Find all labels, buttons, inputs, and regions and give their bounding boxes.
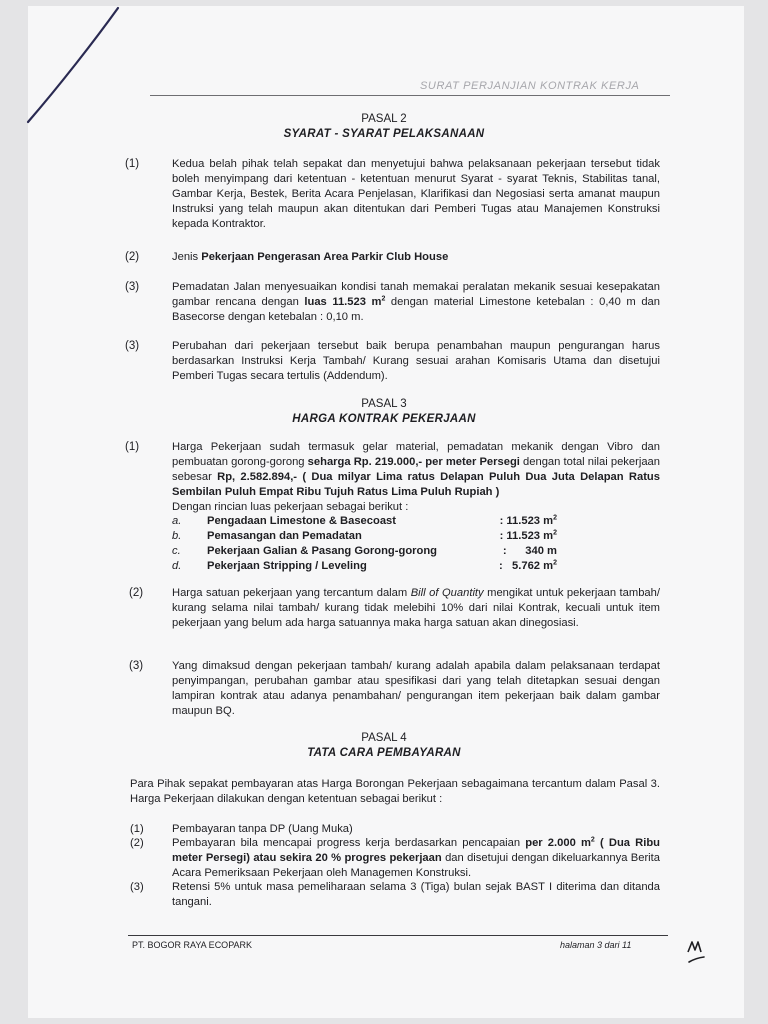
pasal-title: PASAL 2 xyxy=(361,113,407,125)
pasal-subtitle: HARGA KONTRAK PEKERJAAN xyxy=(292,413,476,425)
clause-text: Yang dimaksud dengan pekerjaan tambah/ kurang adalah apabila dalam pelaksanaan terdapat penyimpangan, perubahan gambar atau spesifikasi dari yang telah ditetapkan sesuai dengan lampiran kontrak atau adanya penambahan/ pengurangan item pekerjaan baik dalam gambar maupun BQ. xyxy=(172,660,660,717)
footer-company: PT. BOGOR RAYA ECOPARK xyxy=(132,940,253,950)
clause-text: Jenis Pekerjaan Pengerasan Area Parkir Club House xyxy=(172,251,449,263)
rincian-row: d. Pekerjaan Stripping / Leveling : 5.762 $m^2$ xyxy=(172,559,557,572)
item-number: (3) xyxy=(130,881,144,893)
rincian-list xyxy=(172,514,557,574)
item-number: (3) xyxy=(129,660,144,672)
pasal-subtitle: SYARAT - SYARAT PELAKSANAAN xyxy=(283,128,485,140)
item-number: (2) xyxy=(130,837,144,849)
pasal-title: PASAL 4 xyxy=(361,732,407,744)
clause-text: Perubahan dari pekerjaan tersebut baik berupa penambahan maupun pengurangan harus berdasarkan Instruksi Kerja Tambah/ Kurang sesuai arahan Komisaris Utama dan disetujui Pemberi Tugas secara tertulis (Addendum). xyxy=(172,340,660,382)
rincian-row: a. Pengadaan Limestone & Basecoast : 11.523 $m^2$ xyxy=(172,514,557,527)
pasal-subtitle: TATA CARA PEMBAYARAN xyxy=(307,747,461,759)
item-number: (3) xyxy=(125,340,140,352)
clause-text: Pembayaran bila mencapai progress kerja berdasarkan pencapaian per 2.000 $m^2$ ( Dua Ribu meter Persegi) atau sekira 20 % progres pekerjaan dan disetujui dengan dikeluarkannya Berita Acara Pemeriksaan Pekerjaan oleh Managemen Konstruksi. xyxy=(172,836,661,879)
rincian-row: c. Pekerjaan Galian & Pasang Gorong-gorong : 340 m xyxy=(172,545,557,557)
item-number: (1) xyxy=(130,823,144,835)
pasal-2-heading xyxy=(0,112,768,142)
handwritten-initials xyxy=(686,938,710,968)
header-rule xyxy=(150,95,670,96)
intro-text: Para Pihak sepakat pembayaran atas Harga Borongan Pekerjaan sebagaimana tercantum dalam Pasal 3. Harga Pekerjaan dilakukan dengan ketentuan sebagai berikut : xyxy=(130,778,660,805)
pasal-3-heading xyxy=(0,397,768,427)
item-number: (2) xyxy=(129,587,144,599)
clause-text: Harga satuan pekerjaan yang tercantum dalam Bill of Quantity mengikat untuk pekerjaan tambah/ kurang selama nilai tambah/ kurang tidak melebihi 10% dari nilai Kontrak, kecuali untuk item pekerjaan yang belum ada harga satuannya maka harga satuan akan dinegosiasi. xyxy=(172,587,660,629)
pasal-4-heading xyxy=(0,731,768,761)
footer-rule xyxy=(128,935,668,936)
pasal-title: PASAL 3 xyxy=(361,398,407,410)
clause-text: Pemadatan Jalan menyesuaikan kondisi tanah memakai peralatan mekanik sesuai kesepakatan gambar rencana dengan luas 11.523 $m^2$ dengan material Limestone ketebalan : 0,40 m dan Basecorse dengan ketebalan : 0,10 m. xyxy=(172,281,660,323)
footer-page-number: halaman 3 dari 11 xyxy=(560,940,632,950)
clause-text: Kedua belah pihak telah sepakat dan menyetujui bahwa pelaksanaan pekerjaan tersebut tidak boleh menyimpang dari ketentuan - ketentuan menurut Syarat - syarat Teknis, Stabilitas tanal, Gambar Kerja, Bestek, Berita Acara Penjelasan, Klarifikasi dan Negosiasi serta amanat maupun Instruksi yang telah maupun akan ditentukan dari Pemberi Tugas atau Manajemen Konstruksi kepada Kontraktor. xyxy=(172,158,660,230)
item-number: (1) xyxy=(125,441,140,453)
item-number: (2) xyxy=(125,251,140,263)
rincian-row: b. Pemasangan dan Pemadatan : 11.523 $m^2$ xyxy=(172,529,557,542)
clause-text: Pembayaran tanpa DP (Uang Muka) xyxy=(172,823,353,835)
item-number: (3) xyxy=(125,281,140,293)
clause-text: Harga Pekerjaan sudah termasuk gelar material, pemadatan mekanik dengan Vibro dan pembuatan gorong-gorong seharga Rp. 219.000,- per meter Persegi dengan total nilai pekerjaan sebesar Rp, 2.582.894,- ( Dua milyar Lima ratus Delapan Puluh Dua Juta Delapan Ratus Sembilan Puluh Empat Ribu Tujuh Ratus Lima Puluh Rupiah ) Dengan rincian luas pekerjaan sebagai berikut : xyxy=(172,441,660,513)
running-header: SURAT PERJANJIAN KONTRAK KERJA xyxy=(420,80,640,92)
clause-text: Retensi 5% untuk masa pemeliharaan selama 3 (Tiga) bulan sejak BAST I diterima dan ditanda tangani. xyxy=(172,881,660,908)
item-number: (1) xyxy=(125,158,140,170)
